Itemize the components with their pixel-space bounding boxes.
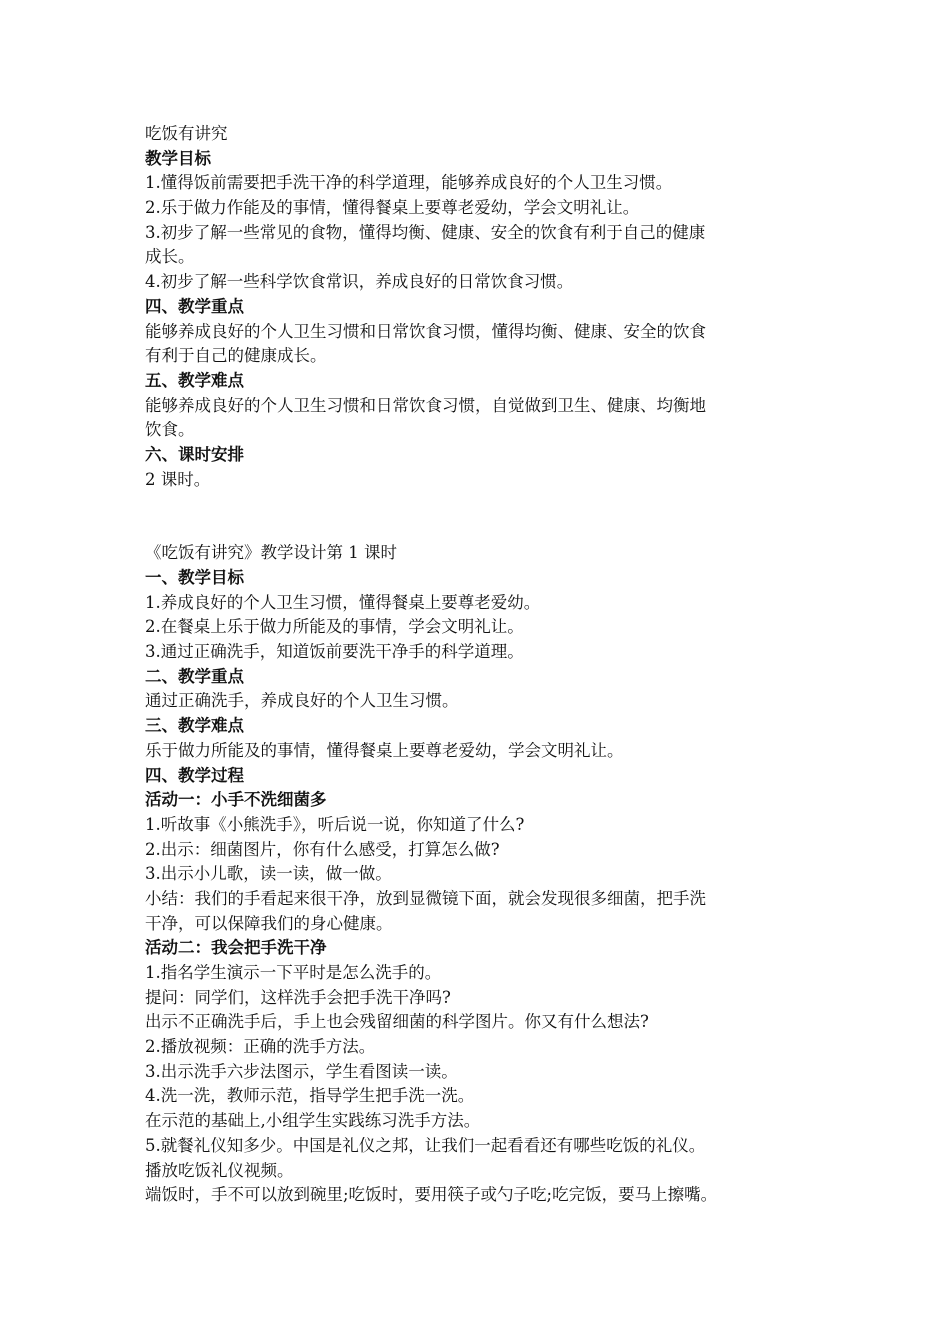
activity2-line: 3.出示洗手六步法图示，学生看图读一读。 bbox=[145, 1061, 458, 1081]
focus-line: 能够养成良好的个人卫生习惯和日常饮食习惯，懂得均衡、健康、安全的饮食 bbox=[145, 321, 706, 341]
goal-line: 2.乐于做力作能及的事情，懂得餐桌上要尊老爱幼，学会文明礼让。 bbox=[145, 198, 640, 218]
focus-line: 有利于自己的健康成长。 bbox=[145, 346, 327, 366]
difficulty-text: 乐于做力所能及的事情，懂得餐桌上要尊老爱幼，学会文明礼让。 bbox=[145, 740, 624, 760]
activity1-line: 干净，可以保障我们的身心健康。 bbox=[145, 913, 393, 933]
activity1-line: 小结：我们的手看起来很干净，放到显微镜下面，就会发现很多细菌，把手洗 bbox=[145, 888, 706, 908]
goal-line: 1.懂得饭前需要把手洗干净的科学道理，能够养成良好的个人卫生习惯。 bbox=[145, 173, 673, 193]
activity2-line: 在示范的基础上,小组学生实践练习洗手方法。 bbox=[145, 1111, 481, 1131]
heading-process: 四、教学过程 bbox=[145, 765, 244, 785]
difficulty-line: 饮食。 bbox=[145, 420, 195, 440]
activity2-line: 端饭时，手不可以放到碗里;吃饭时，要用筷子或勺子吃;吃完饭，要马上擦嘴。 bbox=[145, 1185, 718, 1205]
goal-line: 2.在餐桌上乐于做力所能及的事情，学会文明礼让。 bbox=[145, 617, 524, 637]
heading-difficulty: 五、教学难点 bbox=[145, 370, 244, 390]
heading-activity-2: 活动二：我会把手洗干净 bbox=[145, 938, 327, 958]
difficulty-line: 能够养成良好的个人卫生习惯和日常饮食习惯，自觉做到卫生、健康、均衡地 bbox=[145, 395, 706, 415]
heading-difficulty-2: 三、教学难点 bbox=[145, 716, 244, 736]
activity2-line: 播放吃饭礼仪视频。 bbox=[145, 1160, 294, 1180]
section-gap bbox=[145, 492, 825, 541]
lesson-title: 吃饭有讲究 bbox=[145, 124, 228, 143]
focus-text: 通过正确洗手，养成良好的个人卫生习惯。 bbox=[145, 691, 459, 711]
activity2-line: 出示不正确洗手后，手上也会残留细菌的科学图片。你又有什么想法? bbox=[145, 1012, 649, 1032]
activity2-line: 2.播放视频：正确的洗手方法。 bbox=[145, 1037, 376, 1057]
activity2-line: 提问：同学们，这样洗手会把手洗干净吗? bbox=[145, 987, 451, 1007]
goal-line: 3.通过正确洗手，知道饭前要洗干净手的科学道理。 bbox=[145, 642, 524, 662]
activity2-line: 1.指名学生演示一下平时是怎么洗手的。 bbox=[145, 963, 442, 982]
heading-goals-2: 一、教学目标 bbox=[145, 568, 244, 587]
activity1-line: 2.出示：细菌图片，你有什么感受，打算怎么做? bbox=[145, 839, 500, 859]
activity1-line: 3.出示小儿歌，读一读，做一做。 bbox=[145, 864, 392, 884]
goal-line: 成长。 bbox=[145, 247, 195, 267]
heading-activity-1: 活动一：小手不洗细菌多 bbox=[145, 790, 327, 810]
activity2-line: 5.就餐礼仪知多少。中国是礼仪之邦，让我们一起看看还有哪些吃饭的礼仪。 bbox=[145, 1135, 706, 1155]
document-page bbox=[145, 122, 825, 1208]
heading-schedule: 六、课时安排 bbox=[145, 444, 244, 464]
heading-goals: 教学目标 bbox=[145, 148, 211, 168]
goal-line: 3.初步了解一些常见的食物，懂得均衡、健康、安全的饮食有利于自己的健康 bbox=[145, 222, 706, 242]
activity2-line: 4.洗一洗，教师示范，指导学生把手洗一洗。 bbox=[145, 1086, 475, 1106]
lesson-design-title: 《吃饭有讲究》教学设计第 1 课时 bbox=[145, 543, 397, 563]
schedule-text: 2 课时。 bbox=[145, 469, 211, 489]
goal-line: 4.初步了解一些科学饮食常识，养成良好的日常饮食习惯。 bbox=[145, 272, 574, 292]
activity1-line: 1.听故事《小熊洗手》，听后说一说，你知道了什么? bbox=[145, 814, 525, 834]
heading-focus-2: 二、教学重点 bbox=[145, 666, 244, 686]
heading-focus: 四、教学重点 bbox=[145, 296, 244, 316]
goal-line: 1.养成良好的个人卫生习惯，懂得餐桌上要尊老爱幼。 bbox=[145, 592, 541, 612]
